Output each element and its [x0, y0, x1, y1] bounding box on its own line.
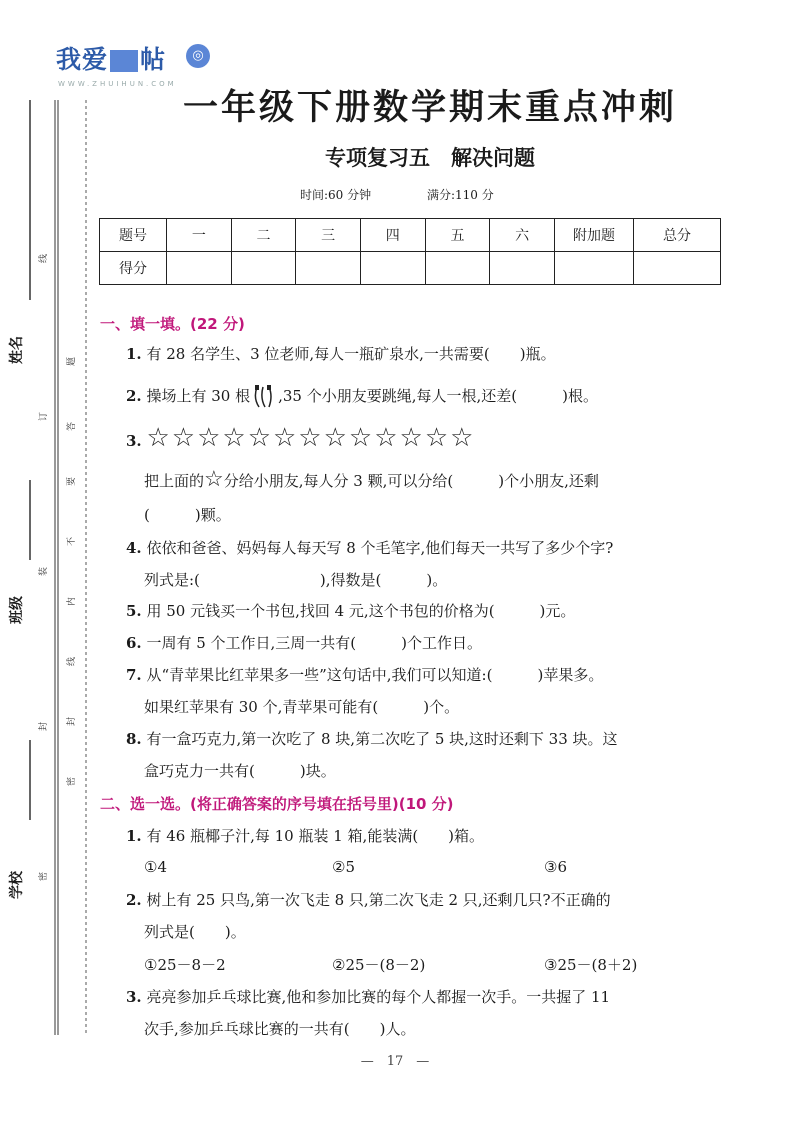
score-cell[interactable]: [555, 252, 634, 285]
table-cell: 二: [231, 219, 296, 252]
score-cell[interactable]: [231, 252, 296, 285]
option: ③6: [544, 858, 567, 876]
logo-subtext: WWW.ZHUIHUN.COM: [58, 80, 177, 88]
seal-char: 订: [39, 411, 50, 422]
table-header-row: [100, 219, 721, 252]
question-1-4-line2: 列式是:( ),得数是( )。: [144, 571, 448, 589]
jump-rope-icon: [251, 384, 277, 410]
warn-char: 答: [67, 421, 78, 432]
table-cell: 四: [360, 219, 425, 252]
question-1-6: 6. 一周有 5 个工作日,三周一共有( )个工作日。: [126, 634, 483, 652]
section-heading: 二、选一选。(将正确答案的序号填在括号里)(10 分): [100, 795, 454, 813]
question-2-2: 2. 树上有 25 只鸟,第一次飞走 8 只,第二次飞走 2 只,还剩几只?不正确的: [126, 891, 611, 909]
warn-char: 内: [67, 596, 78, 607]
school-field-label: 学校: [9, 871, 25, 899]
option: ②5: [332, 858, 355, 876]
score-cell[interactable]: [167, 252, 232, 285]
question-1-3: 3. ☆☆☆☆☆☆☆☆☆☆☆☆☆: [126, 423, 476, 453]
table-cell: 三: [296, 219, 361, 252]
seal-char: 密: [39, 871, 50, 882]
full-score: 满分:110 分: [426, 188, 494, 202]
warn-char: 线: [67, 656, 78, 667]
score-table: [99, 218, 721, 285]
warn-char: 封: [67, 716, 78, 727]
question-1-7: 7. 从“青苹果比红苹果多一些”这句话中,我们可以知道:( )苹果多。: [126, 666, 604, 684]
class-field-label: 班级: [9, 596, 25, 624]
question-2-3: 3. 亮亮参加乒乓球比赛,他和参加比赛的每个人都握一次手。一共握了 11: [126, 988, 611, 1006]
seal-char: 线: [39, 253, 50, 264]
table-cell: 附加题: [555, 219, 634, 252]
score-cell[interactable]: [425, 252, 490, 285]
question-1-8-line2: 盒巧克力一共有( )块。: [144, 762, 336, 780]
name-field-label: 姓名: [9, 336, 25, 364]
question-1-3-line2: ( )颗。: [144, 506, 231, 524]
seal-char: 封: [39, 721, 50, 732]
question-2-1: 1. 有 46 瓶椰子汁,每 10 瓶装 1 箱,能装满( )箱。: [126, 827, 485, 845]
table-cell: 一: [167, 219, 232, 252]
page-number: — 17 —: [360, 1054, 430, 1069]
exam-meta: [300, 186, 546, 203]
question-1-5: 5. 用 50 元钱买一个书包,找回 4 元,这个书包的价格为( )元。: [126, 602, 576, 620]
site-logo: 我爱 帖: [56, 45, 167, 74]
question-1-3-text: 把上面的☆分给小朋友,每人分 3 颗,可以分给( )个小朋友,还剩: [144, 467, 599, 492]
question-1-1: 1. 有 28 名学生、3 位老师,每人一瓶矿泉水,一共需要( )瓶。: [126, 345, 556, 363]
star-row: ☆☆☆☆☆☆☆☆☆☆☆☆☆: [146, 423, 476, 453]
logo-badge-icon: ◎: [186, 44, 210, 68]
table-cell: 得分: [100, 252, 167, 285]
seal-char: 装: [39, 566, 50, 577]
table-cell: 六: [490, 219, 555, 252]
option: ①25－8－2: [144, 956, 226, 974]
question-2-2-line2: 列式是( )。: [144, 923, 246, 941]
option: ①4: [144, 858, 167, 876]
page-subtitle: 专项复习五 解决问题: [325, 145, 535, 170]
warn-char: 题: [67, 356, 78, 367]
question-1-7-line2: 如果红苹果有 30 个,青苹果可能有( )个。: [144, 698, 460, 716]
option: ③25－(8＋2): [544, 956, 638, 974]
question-2-3-line2: 次手,参加乒乓球比赛的一共有( )人。: [144, 1020, 416, 1038]
question-1-4: 4. 依依和爸爸、妈妈每人每天写 8 个毛笔字,他们每天一共写了多少个字?: [126, 539, 614, 557]
warn-char: 要: [67, 476, 78, 487]
warn-char: 不: [67, 536, 78, 547]
star-icon: ☆: [204, 467, 224, 492]
question-1-8: 8. 有一盒巧克力,第一次吃了 8 块,第二次吃了 5 块,这时还剩下 33 块。这: [126, 730, 618, 748]
section-heading: 一、填一填。(22 分): [100, 315, 245, 333]
page-title: 一年级下册数学期末重点冲刺: [182, 87, 677, 128]
time-limit: 时间:60 分钟: [300, 188, 372, 202]
warn-char: 密: [67, 776, 78, 787]
score-cell[interactable]: [360, 252, 425, 285]
question-1-2: 2. 操场上有 30 根 ,35 个小朋友要跳绳,每人一根,还差( )根。: [126, 384, 598, 410]
binding-margin: [0, 0, 95, 1122]
score-cell[interactable]: [490, 252, 555, 285]
option: ②25－(8－2): [332, 956, 426, 974]
table-cell: 五: [425, 219, 490, 252]
table-row: [100, 252, 721, 285]
score-cell[interactable]: [296, 252, 361, 285]
score-cell[interactable]: [634, 252, 721, 285]
table-cell: 题号: [100, 219, 167, 252]
table-cell: 总分: [634, 219, 721, 252]
